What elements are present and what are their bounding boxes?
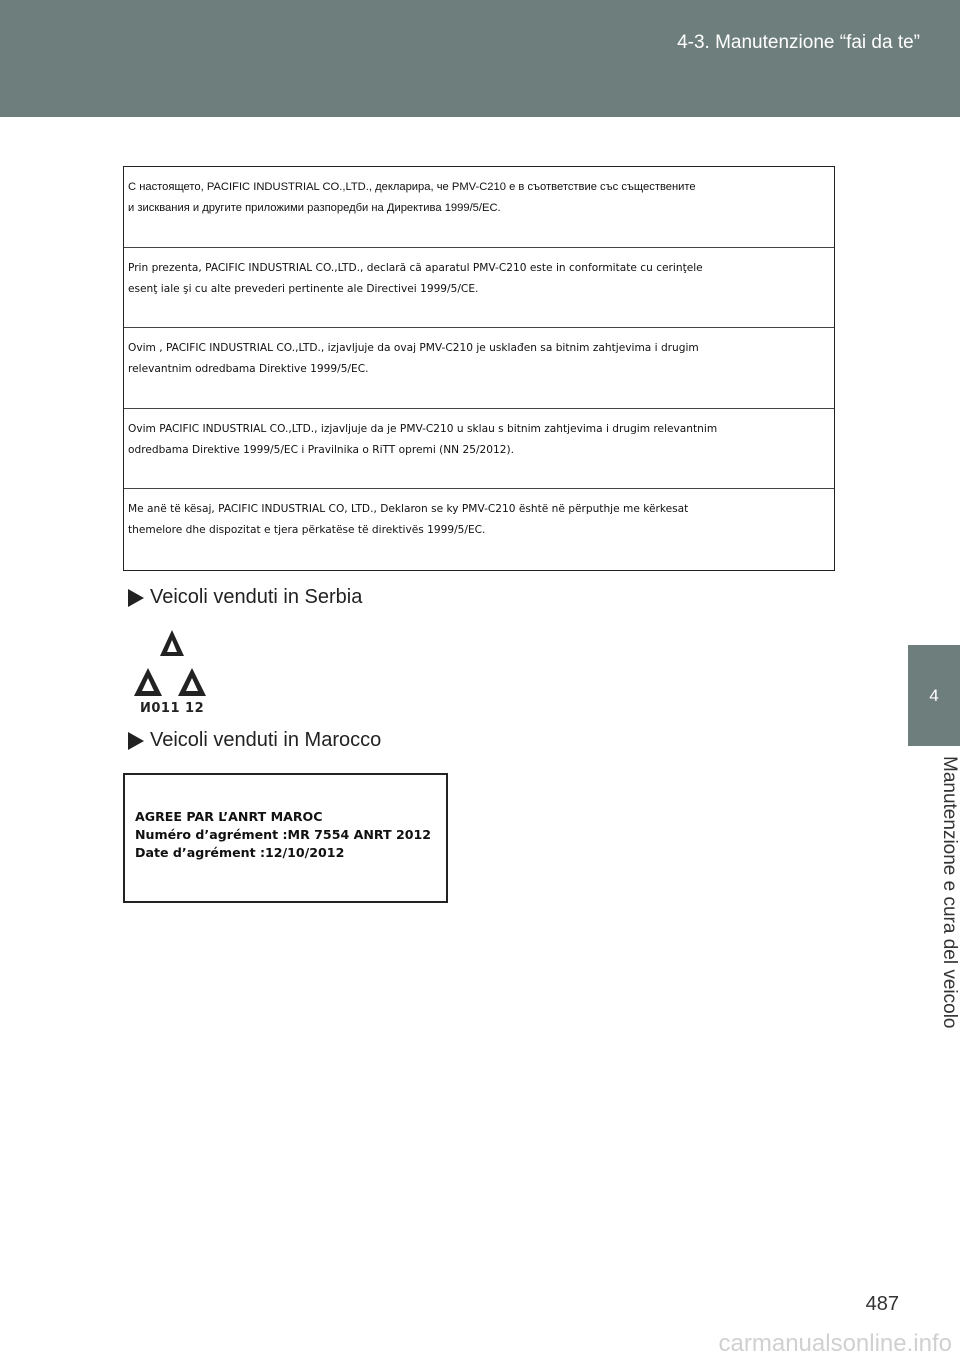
- maroc-line: AGREE PAR L’ANRT MAROC: [135, 809, 323, 824]
- maroc-line: Date d’agrément :12/10/2012: [135, 845, 345, 860]
- declaration-line: и зисквания и другите приложими разпоредби на Директива 1999/5/EC.: [128, 202, 501, 214]
- declaration-line: esenţ iale şi cu alte prevederi pertinente ale Directivei 1999/5/CE.: [128, 282, 479, 295]
- watermark: carmanualsonline.info: [718, 1330, 952, 1357]
- declaration-line: Prin prezenta, PACIFIC INDUSTRIAL CO.,LTD., declară că aparatul PMV-C210 este in conformitate cu cerinţele: [128, 261, 703, 274]
- serbia-heading-text: Veicoli venduti in Serbia: [150, 586, 363, 608]
- declaration-line: Ovim PACIFIC INDUSTRIAL CO.,LTD., izjavljuje da je PMV-C210 u sklau s bitnim zahtjevima i drugim relevantnim: [128, 422, 718, 435]
- declaration-croatian: [124, 409, 834, 490]
- declaration-line: С настоящето, PACIFIC INDUSTRIAL CO.,LTD., декларира, че PMV-C210 е в съответствие със съществените: [128, 181, 696, 193]
- declaration-bulgarian: [124, 167, 834, 248]
- page-header: [0, 0, 960, 117]
- morocco-heading: [128, 729, 381, 752]
- declaration-line: themelore dhe dispozitat e tjera përkatëse të direktivës 1999/5/EC.: [128, 524, 486, 536]
- declaration-line: odredbama Direktive 1999/5/EC i Pravilnika o RiTT opremi (NN 25/2012).: [128, 443, 514, 456]
- triangle-bullet-icon: [128, 589, 144, 607]
- triangle-bullet-icon: [128, 732, 144, 750]
- serbia-certification-code: И011 12: [140, 701, 205, 716]
- serbia-heading: [128, 586, 362, 609]
- chapter-tab[interactable]: 4: [908, 645, 960, 746]
- declaration-line: Me anë të kësaj, PACIFIC INDUSTRIAL CO, LTD., Deklaron se ky PMV-C210 është në përputhje me kërkesat: [128, 503, 689, 515]
- section-title: 4-3. Manutenzione “fai da te”: [677, 32, 920, 53]
- chapter-label: Manutenzione e cura del veicolo: [939, 756, 960, 1029]
- declaration-line: relevantnim odredbama Direktive 1999/5/EC.: [128, 363, 369, 375]
- morocco-approval-label: [123, 773, 448, 903]
- morocco-heading-text: Veicoli venduti in Marocco: [150, 729, 382, 751]
- declaration-table: [123, 166, 835, 571]
- declaration-bosnian: [124, 328, 834, 409]
- declaration-line: Ovim , PACIFIC INDUSTRIAL CO.,LTD., izjavljuje da ovaj PMV-C210 je usklađen sa bitnim zahtjevima i drugim: [128, 342, 699, 354]
- page-number: 487: [865, 1293, 899, 1315]
- maroc-line: Numéro d’agrément :MR 7554 ANRT 2012: [135, 827, 432, 842]
- declaration-albanian: [124, 489, 834, 570]
- declaration-romanian: [124, 248, 834, 329]
